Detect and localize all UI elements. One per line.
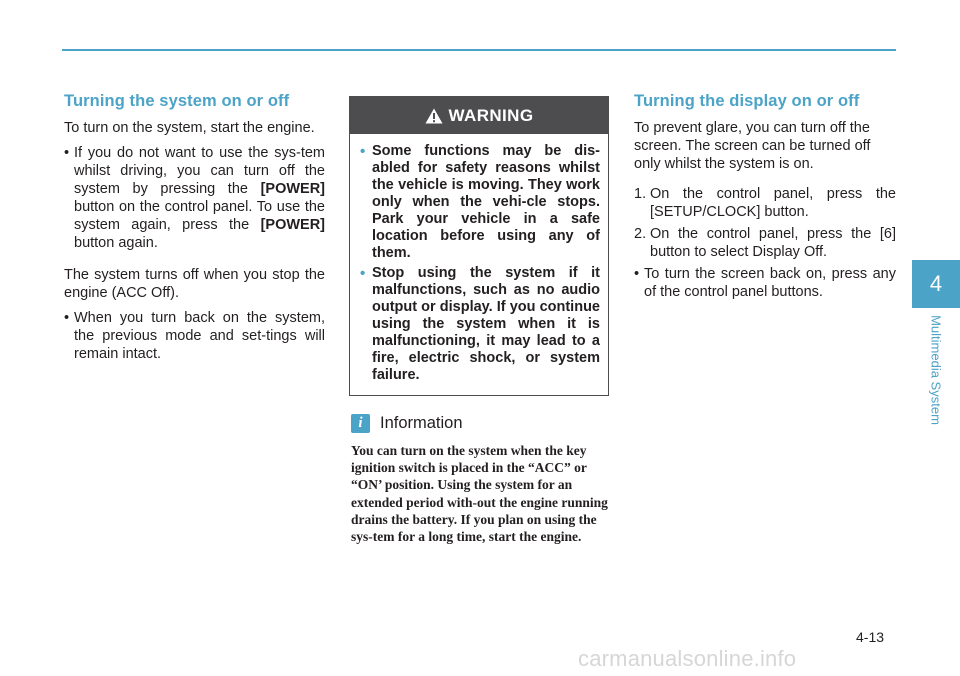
warning-body [350, 134, 608, 384]
information-body: You can turn on the system when the key ignition switch is placed in the “ACC” or “ON’ position. Using the system for an extended period with-out the engine running drains the battery. If you plan on using the sys-tem for a long time, start the engine. [351, 443, 608, 545]
bullet-mark: • [64, 310, 70, 326]
warning-item-text: Stop using the system if it malfunctions, such as no audio output or display. If you continue using the system when it is malfunctioning, it may lead to a fire, electric shock, or system failure. [372, 265, 600, 383]
step-number: 1. [634, 186, 647, 202]
power-off-paragraph: The system turns off when you stop the engine (ACC Off). [64, 267, 325, 301]
page-number: 4-13 [856, 629, 885, 645]
information-title: Information [380, 414, 463, 432]
bullet-mark: • [64, 145, 70, 161]
left-column [64, 92, 325, 363]
information-icon: i [351, 414, 370, 433]
step-text: On the control panel, press the [6] button to select Display Off. [650, 226, 896, 260]
power-keyword: [POWER] [260, 217, 325, 233]
numbered-step [634, 225, 896, 261]
bullet-mark: • [360, 143, 366, 160]
chapter-label: Multimedia System [928, 315, 944, 425]
top-rule [62, 49, 896, 51]
warning-title: WARNING [448, 105, 534, 125]
bullet-item [634, 265, 896, 301]
intro-paragraph: To turn on the system, start the engine. [64, 120, 315, 136]
warning-header [350, 97, 608, 134]
information-header [351, 414, 463, 433]
step-number: 2. [634, 226, 647, 242]
bullet-item [64, 144, 325, 252]
warning-triangle-icon [425, 108, 443, 124]
warning-item [360, 143, 600, 262]
bullet-mark: • [634, 266, 640, 282]
power-keyword: [POWER] [260, 181, 325, 197]
warning-box [349, 96, 609, 396]
section-title-display-power: Turning the display on or off [634, 92, 860, 110]
step-text: On the control panel, press the [SETUP/CLOCK] button. [650, 186, 896, 220]
right-column [634, 92, 896, 301]
chapter-number-tab: 4 [912, 260, 960, 308]
warning-item [360, 265, 600, 384]
bullet-text: To turn the screen back on, press any of the control panel buttons. [644, 266, 896, 300]
bullet-text: When you turn back on the system, the previous mode and set-tings will remain intact. [74, 310, 325, 362]
numbered-step [634, 185, 896, 221]
intro-paragraph: To prevent glare, you can turn off the screen. The screen can be turned off only whilst the system is on. [634, 120, 871, 172]
bullet-item [64, 309, 325, 363]
section-title-system-power: Turning the system on or off [64, 92, 290, 110]
bullet-mark: • [360, 265, 366, 282]
warning-item-text: Some functions may be dis-abled for safety reasons whilst the vehicle is moving. They work only when the vehi-cle stops. Park your vehicle in a safe location before using any of them. [372, 143, 600, 261]
watermark: carmanualsonline.info [578, 646, 797, 671]
bullet-text: If you do not want to use the sys-tem whilst driving, you can turn off the system by pressing the [POWER] button on the control panel. To use the system again, press the [POWER] button again. [74, 145, 325, 251]
